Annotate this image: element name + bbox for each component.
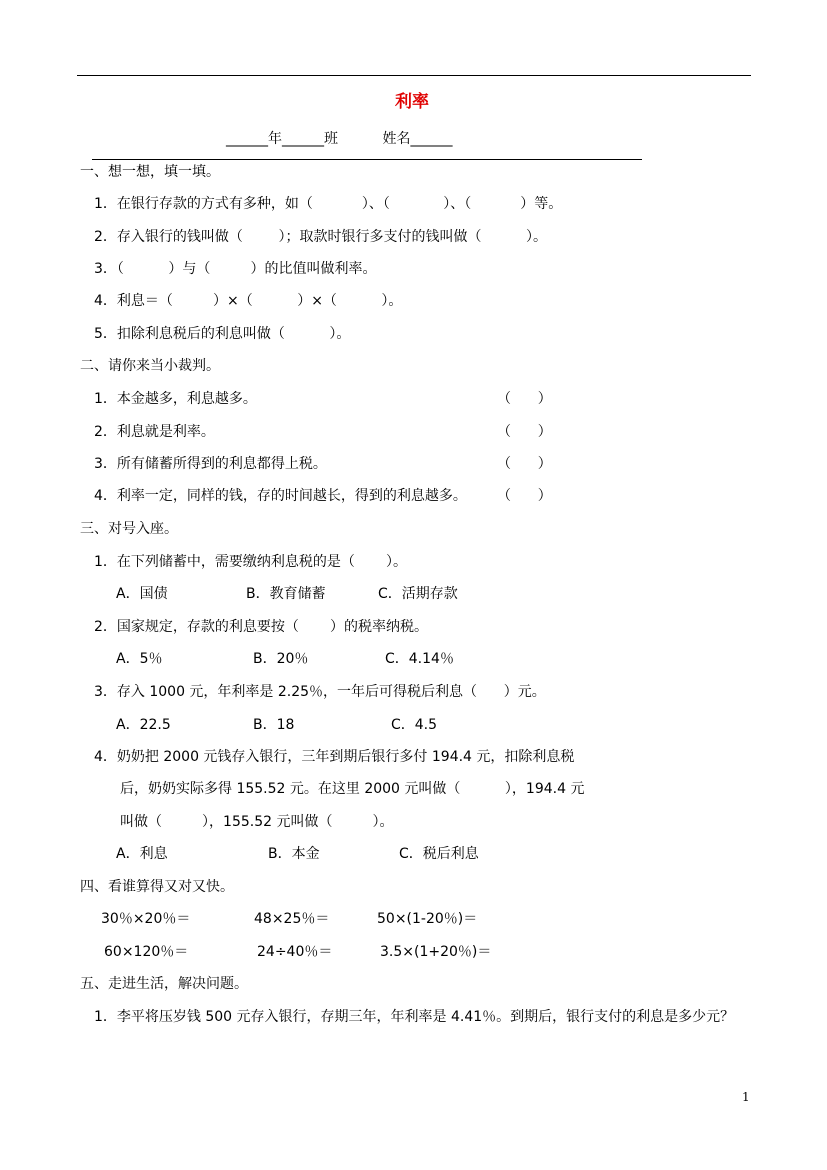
- s3-q3-option-c: C．4.5: [391, 717, 438, 733]
- s3-question-2: 2．国家规定，存款的利息要按（ ）的税率纳税。: [94, 619, 429, 635]
- s2-answer-paren-2: （ ）: [497, 424, 552, 440]
- section-1-heading: 一、想一想，填一填。: [80, 164, 220, 180]
- s3-q1-option-b: B．教育储蓄: [246, 586, 326, 602]
- s2-question-1: 1．本金越多，利息越多。: [94, 391, 257, 407]
- s2-question-4: 4．利率一定，同样的钱，存的时间越长，得到的利息越多。: [94, 488, 467, 504]
- section-3-heading: 三、对号入座。: [80, 521, 178, 537]
- s3-question-4-line-1: 4．奶奶把 2000 元钱存入银行，三年到期后银行多付 194.4 元，扣除利息税: [94, 749, 575, 765]
- s3-q4-option-b: B．本金: [268, 846, 320, 862]
- s3-q3-option-b: B．18: [253, 717, 295, 733]
- s2-question-3: 3．所有储蓄所得到的利息都得上税。: [94, 456, 327, 472]
- s3-q2-option-c: C．4.14％: [385, 651, 454, 667]
- s2-answer-paren-4: （ ）: [497, 488, 552, 504]
- s3-q1-option-a: A．国债: [116, 586, 168, 602]
- section-2-heading: 二、请你来当小裁判。: [80, 358, 220, 374]
- s3-q3-option-a: A．22.5: [116, 717, 171, 733]
- s4-expression-4: 60×120％＝: [104, 944, 189, 960]
- s3-q1-option-c: C．活期存款: [378, 586, 458, 602]
- s4-expression-1: 30％×20％＝: [101, 911, 191, 927]
- s1-question-3: 3．（ ）与（ ）的比值叫做利率。: [94, 261, 377, 277]
- section-4-heading: 四、看谁算得又对又快。: [80, 879, 234, 895]
- s4-expression-2: 48×25％＝: [254, 911, 330, 927]
- s1-question-2: 2．存入银行的钱叫做（ ）；取款时银行多支付的钱叫做（ ）。: [94, 229, 548, 245]
- s3-q2-option-b: B．20％: [253, 651, 309, 667]
- top-rule: [77, 75, 751, 76]
- s2-answer-paren-1: （ ）: [497, 391, 552, 407]
- header-underline: [92, 159, 642, 160]
- s1-question-5: 5．扣除利息税后的利息叫做（ ）。: [94, 326, 351, 342]
- s3-q4-option-a: A．利息: [116, 846, 168, 862]
- s1-question-1: 1．在银行存款的方式有多种，如（ ）、（ ）、（ ）等。: [94, 196, 563, 212]
- s3-q2-option-a: A．5％: [116, 651, 163, 667]
- page-number: 1: [742, 1090, 750, 1104]
- s5-question-1: 1．李平将压岁钱 500 元存入银行，存期三年，年利率是 4.41％。到期后，银行支付的利息是多少元？: [94, 1009, 735, 1025]
- s3-question-3: 3．存入 1000 元，年利率是 2.25％，一年后可得税后利息（ ）元。: [94, 684, 546, 700]
- s4-expression-5: 24÷40％＝: [257, 944, 333, 960]
- s3-q4-option-c: C．税后利息: [399, 846, 479, 862]
- s2-answer-paren-3: （ ）: [497, 456, 552, 472]
- s3-question-1: 1．在下列储蓄中，需要缴纳利息税的是（ ）。: [94, 554, 408, 570]
- s4-expression-6: 3.5×(1+20％)＝: [380, 944, 492, 960]
- s1-question-4: 4．利息＝（ ）×（ ）×（ ）。: [94, 293, 403, 309]
- s3-question-4-line-3: 叫做（ ），155.52 元叫做（ ）。: [120, 814, 394, 830]
- s3-question-4-line-2: 后，奶奶实际多得 155.52 元。在这里 2000 元叫做（ ），194.4 元: [120, 781, 585, 797]
- s4-expression-3: 50×(1-20％)＝: [377, 911, 478, 927]
- s2-question-2: 2．利息就是利率。: [94, 424, 215, 440]
- name-class-line: ______年______班 姓名______: [226, 131, 453, 147]
- page-title: 利率: [395, 92, 429, 112]
- section-5-heading: 五、走进生活，解决问题。: [80, 976, 248, 992]
